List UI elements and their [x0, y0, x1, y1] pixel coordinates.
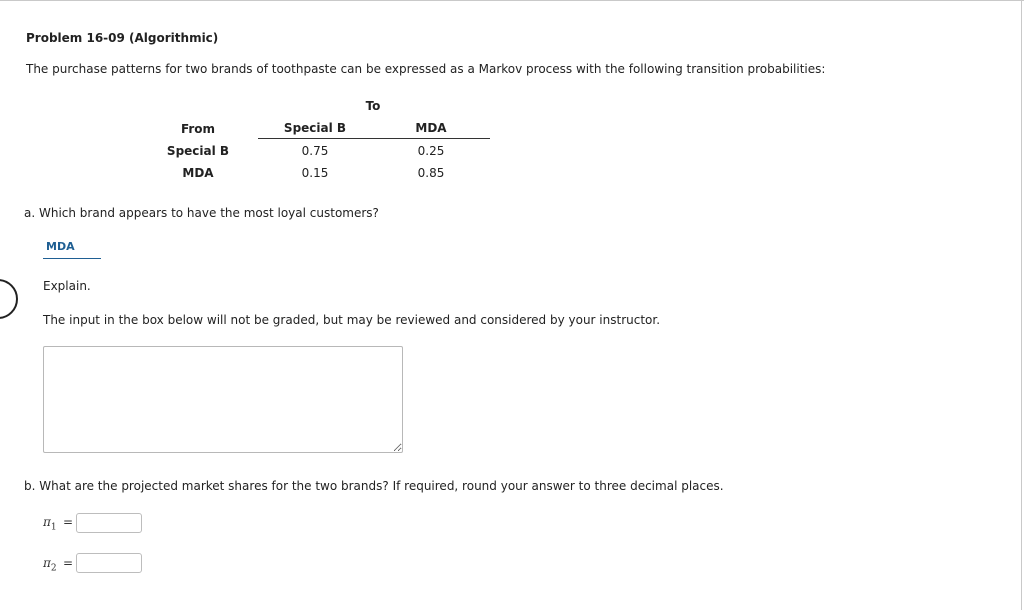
question-a: a. Which brand appears to have the most loyal customers? [24, 206, 379, 220]
answer-a-dropdown[interactable] [43, 240, 101, 259]
question-b: b. What are the projected market shares for the two brands? If required, round your answer to three decimal places. [24, 479, 724, 493]
cell-special-b-special-b: 0.75 [301, 144, 329, 158]
pi1-equals: = [63, 515, 74, 529]
cell-mda-special-b: 0.15 [301, 166, 329, 180]
grading-note: The input in the box below will not be graded, but may be reviewed and considered by your instructor. [43, 313, 661, 327]
cell-special-b-mda: 0.25 [417, 144, 445, 158]
pi2-equals: = [63, 556, 74, 570]
answer-a-value: MDA [46, 240, 75, 253]
pi2-input[interactable] [76, 553, 142, 573]
right-scroll-border [1021, 0, 1022, 610]
help-bubble-icon[interactable] [0, 279, 18, 319]
explain-label: Explain. [43, 279, 91, 293]
col-header-special-b: Special B [283, 121, 347, 135]
pi1-label: $\pi_1$ [43, 515, 57, 533]
from-header: From [180, 122, 216, 136]
explanation-textarea[interactable] [43, 346, 403, 453]
problem-intro: The purchase patterns for two brands of toothpaste can be expressed as a Markov process with the following transition probabilities: [26, 62, 826, 76]
row-label-special-b: Special B [166, 144, 230, 158]
table-header-rule [258, 138, 490, 139]
top-border [0, 0, 1024, 1]
col-header-mda: MDA [415, 121, 447, 135]
to-header: To [365, 99, 381, 113]
pi1-input[interactable] [76, 513, 142, 533]
row-label-mda: MDA [182, 166, 214, 180]
pi2-label: $\pi_2$ [43, 556, 57, 574]
cell-mda-mda: 0.85 [417, 166, 445, 180]
problem-title: Problem 16-09 (Algorithmic) [26, 31, 219, 45]
